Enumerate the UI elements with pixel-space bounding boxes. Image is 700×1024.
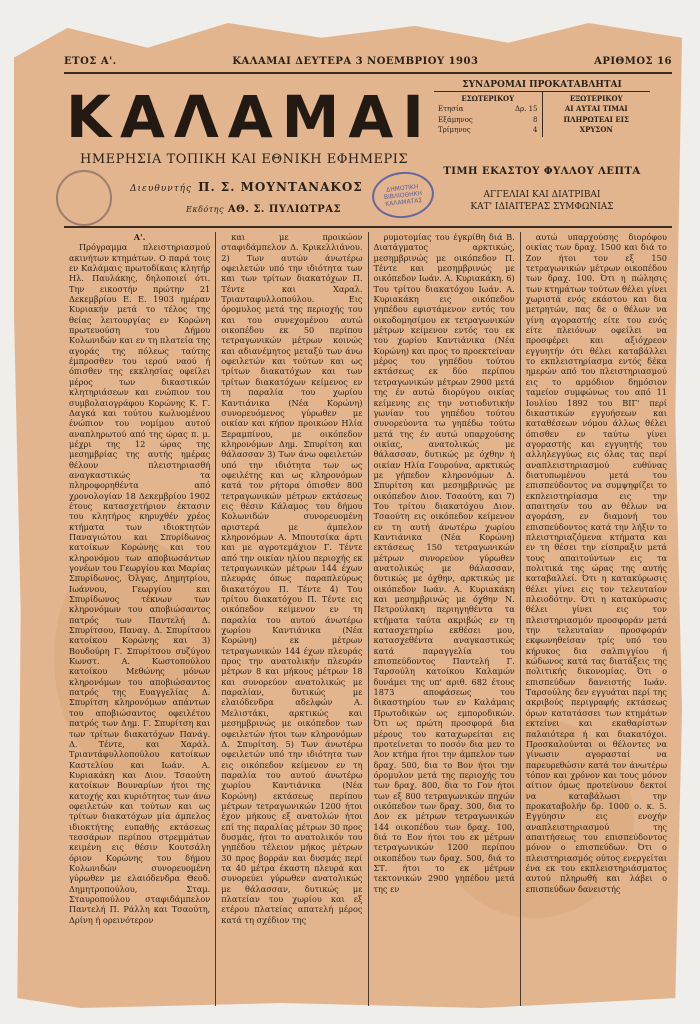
issue-year: ΕΤΟΣ Α'. (64, 56, 117, 67)
article-column (368, 232, 520, 1006)
masthead-rule (64, 72, 672, 74)
subscriptions-box (434, 80, 650, 137)
column-text: Πρόγραμμα πλειστηριασμού ακινήτων κτημάτων. Ο παρά τοις εν Καλάμαις πρωτοδίκαις κλητήρ Ηλ. Παυλάκης, δηλοποιεί ότι. Την εικοστήν πρώτην 21 Δεκεμβρίου Ε. Ε. 1903 ημέραν Κυριακήν μετά το τέλος της θείας λειτουργίας εν Κορώνη πρωτευούση του Δήμου Κολωνιδών και εν τη πλατεία της αγοράς της πόλεως ταύτης έμπροσθεν του ιερού ναού ή όπισθεν της εκκλησίας οφείλει μέρος των δικαστικών κλητηριάσεων και ενώπιον του συμβολαιογράφου Κορώνης Κ. Γ. Δαγκά και τούτου κωλυομένου ένώπιον του νομίμου αυτού αναπληρωτού από της ώρας π. μ. μέχρι της 12 ώρας της μεσημβρίας της αυτής ημέρας θέλουν πλειστηριασθή αναγκαστικώς τα πληροφορηθέντα από χρονολογίαν 18 Δεκεμβρίου 1902 έτους κατασχετήριον έκτασιν του κλητήρος κηρυχθέν χρέος κτήματα των ιδιοκτητών Παναγιώτου και Σπυρίδωνος κατοίκων Κορώνης και του κληρονόμου των αποβιωσάντων γονέων του Γεωργίου και Μαρίας Σπυρίδωνος, Όλγας, Δημητρίου, Ιωάννου, Γεωργίου και Σπυρίδωνος τέκνων των κληρονόμων του αποβιώσαντος πατρός των Παντελή Δ. Σπυρίτσου, Παναγ. Δ. Σπυρίτσου κατοίκου Κορώνης και 3) Βουδούρη Γ. Σπυρίτσου συζύγου Κωνστ. Α. Κωστοπούλου κατοίκου Μεθώνης μόνων κληρονόμων του αποβιώσαντος πατρός της Ευαγγελίας Δ. Σπυρίτση κληρονόμων απάντων του αποβιώσαντος οφειλέτου πατρός των Δημ. Γ. Σπυρίτση και των τρίτων διακατόχων Πανάγ. Δ. Τέντε, και Χαράλ. Τριαντάφυλλοπούλου κατοίκων Καστελίου και Ιωάν. Α. Κυριακάκη και Διον. Τσαούτη κατοίκων Βουναρίων ήτοι της κατοχής και κυριότητος των άνω οφειλετών και τούτων και ως τρίτων διακατόχων μία άμπελος ιδιοκτήτης ευπαθής εκτάσεως τεσσάρων περίπου στρεμμάτων κειμένη εις θέσιν Κουτσάλη όριον Κορώνης του δήμου Κολωνιδών συνορευομένη γύρωθεν με ελαιόδενδρα Θεοδ. Δημητροπούλου, Σταμ. Σταυροπούλου σταφιδάμπελον Παντελή Π. Ράλλη και Τσαούτη, Δρίνη ή ορεινότερον (69, 242, 211, 925)
article-column (64, 232, 215, 1006)
newspaper-title: ΚΑΛΑΜΑΙ (66, 83, 433, 151)
faded-stamp (56, 170, 112, 226)
sub-label: Τρίμηνος (438, 126, 471, 135)
ads-line: ΑΓΓΕΛΙΑΙ ΚΑΙ ΔΙΑΤΡΙΒΑΙ (483, 190, 601, 200)
article-column (215, 232, 367, 1006)
sub-value: Δρ. 15 (514, 105, 538, 114)
sub-value: 8 (533, 115, 538, 124)
price-line: ΤΙΜΗ ΕΚΑΣΤΟΥ ΦΥΛΛΟΥ ΛΕΠΤΑ (443, 166, 641, 177)
sub-label: Εξάμηνος (438, 115, 473, 124)
director-name: Π. Σ. ΜΟΥΝΤΑΝΑΚΟΣ (198, 180, 363, 194)
body-rule (64, 226, 672, 228)
domestic-label: ΕΣΩΤΕΡΙΚΟΥ (461, 94, 515, 103)
subscriptions-heading: ΣΥΝΔΡΟΜΑΙ ΠΡΟΚΑΤΑΒΛΗΤΑΙ (434, 80, 650, 92)
foreign-note: ΑΙ ΑΥΤΑΙ ΤΙΜΑΙ ΠΛΗΡΩΤΕΑΙ ΕΙΣ ΧΡΥΣΟΝ (563, 104, 629, 135)
sub-value: 4 (533, 126, 538, 135)
column-text: και με προικώον σταφιδάμπελον Δ. Κρικελλιάνου. 2) Των αυτών άνωτέρω οφειλετών υπό την ιδιότητα των και των τρίτων διακατόχων Π. Τέντε και Χαραλ. Τριανταφυλλοπούλου. Εις όρομυλος μετά της περιοχής του και του συνεχομένου αυτώ οικοπέδου εκ 50 περίπου τετραγωνικών μέτρων κοινώς και αδιανέμητος μεταξύ των άνω οφειλετών και τούτων και ως τρίτων διακατόχων και των τρίτων διακατόχων κείμενος εν τη παραλία του χωρίου Καντιάνικα (Νέα Κορώνη) συνορευόμενος γύρωθεν με οικίαν και κήπον προικώον Ηλία Ξεραμπίνου, με οικόπεδον κληρονόμων Δημ. Σπυρίτση και θάλασσαν 3) Των άνω οφειλετών υπό την ιδιότητα των ως οφειλέτης και ως κληρονόμων κατά τον ρήτορα όπισθεν 800 τετραγωνικών μέτρων εκτάσεως εις θέσιν Κάλαμος του δήμου Κολωνιδών συνορευομένη αριστερά με άμπελον κληρονόμων Α. Μπουτσίκα άρτι και με αγροτεμάχιον Γ. Τέντε από την οικίαν ηλίου περιοχής εκ τετραγωνικών μέτρων 144 έχων πλευράς όπως παραπλεύρως διακατόχου Π. Τέντε 4) Του τρίτου διακατόχου Π. Τέντε εις οικόπεδον κείμενον εν τη παραλία του αυτού άνωτέρω χωρίου Καντιάνικα (Νέα Κορώνη) εκ μέτρων τετραγωνικών 144 έχων πλευράς προς την ανατολικήν πλευράν μέτρων 8 και μήκους μέτρων 18 και συνορεύον ανατολικώς με παραλίαν, δυτικώς με ελαιόδενδρα αδελφών Α. Μελιστάκι, αρκτικώς και μεσημβρινώς με οικόπεδον των οφειλετών ήτοι των κληρονόμων Δ. Σπυρίτση. 5) Των άνωτέρω οφειλετών υπό την ιδιότητα των εις οικόπεδον κείμενον εν τη παραλία του αυτού άνωτέρω χωρίου Καντιάνικα (Νέα Κορώνη) εκτάσεως περίπου μέτρων τετραγωνικών 1200 ήτοι έχον μήκους εξ ανατολών ήτοι επί της παραλίας μέτρων 30 προς δυσμάς, ήτοι το ανατολικόν του γηπέδου τέλειον μήκος μέτρων 30 προς βορράν και δυσμάς περί τα 40 μέτρα έκαστη πλευρά και συνορεύει γύρωθεν ανατολικώς με θάλασσαν, δυτικώς με πλατείαν του χωρίου και εξ ετέρου πλατείας απατελή μέρος κατά τη σχέδιον της (221, 232, 363, 925)
column-text: ρυμοτομίας του έγκρίθη διά Β. Διατάγματος αρκτικώς, μεσημβρινώς με οικόπεδον Π. Τέντε και μεσημβρινώς με οικόπεδον Ιωάν. Α. Κυριακάκη. 6) Του τρίτου διακατόχου Ιωάν. Α. Κυριακάκη εις οικόπεδον γηπέδου εφιστάμενον εντός του οικοδομησίμου εκ τετραγωνικών μέτρων κείμενον εντός του εκ του χωρίου Καντιάνικα (Νέα Κορώνη) και προς το προεκτείναν μέρος του γηπέδου τούτου εκτάσεως εκ δύο περίπου τετραγωνικών μέτρων 2900 μετά της έν αυτώ διορύγου οικίας κείμενης εις την νοτιοδυτικήν γωνίαν του γηπέδου τούτου συνορεύοντα τω γηπέδω τούτω μετά της έν αυτώ υπαρχούσης οικίας, ανατολικώς με θάλασσαν, δυτικώς με όχθην ή οικίαν Ηλία Γουρούνα, αρκτικώς με γήπεδον κληρονόμων Δ. Σπυρίτση και μεσημβρινώς με οικόπεδον Διον. Τσαούτη, και 7) Του τρίτου διακατόχου Διον. Τσαούτη εις οικόπεδον κείμενον εν τη αυτή άνωτέρω χωρίου Καντιάνικα (Νέα Κορώνη) εκτάσεως 150 τετραγωνικών μέτρων συνορεύον γύρωθεν ανατολικώς με θάλασσαν, δυτικώς με όχθην, αρκτικώς με οικόπεδον Ιωάν. Α. Κυριακάκη και μεσημβρινώς με όχθην Ν. Πετρούλακη περιηγηθέντα τα κτήματα ταύτα ακριβώς εν τη κατασχετηρίω εκθέσει μου, κατασχεθέντα αναγκαστικώς κατά παραγγελία του επισπεύδοντος Παντελή Γ. Ταρσούλη κατοίκου Καλαμών δυνάμει της υπ' αριθ. 682 έτους 1873 αποφάσεως του δικαστηρίου των εν Καλάμαις Πρωτοδικών ως εμποροδικών. Ότι ως πρώτη προσφορά δια μέρους του καταχωρείται εις προτείνεται το ποσόν δια μεν το Άον κτήμα ήτοι την άμπελον των δραχ. 500, δια το Βον ήτοι την όρομυλον μετά της περιοχής του των δραχ. 800, δια το Γον ήτοι των εξ 800 τετραγωνικών πηχών οικόπεδον των δραχ. 300, δια το Δον εκ μέτρων τετραγωνικών 144 οικοπέδου των δραχ. 100, διά το Εον ήτοι του εκ μέτρων τετραγωνικών 1200 περίπου οικοπέδου των δραχ. 500, διά το ΣΤ. ήτοι το εκ μέτρων τεκτονικών 2900 γηπέδου μετά της εν (373, 232, 515, 894)
ads-notice (434, 190, 650, 213)
library-stamp: ΔΗΜΟΤΙΚΗ ΒΙΒΛΙΟΘΗΚΗ ΚΑΛΑΜΑΤΑΣ (370, 169, 436, 221)
date-line: ΚΑΛΑΜΑΙ ΔΕΥΤΕΡΑ 3 ΝΟΕΜΒΡΙΟΥ 1903 (232, 56, 479, 67)
director-line (130, 180, 363, 194)
column-text: αυτώ υπαρχούσης διορόφου οικίας των δραχ. 1500 και διά το Ζον ήτοι τον εξ 150 τετραγωνικών μέτρων οικοπέδου των δραχ. 100. Ότι η πώλησις των κτημάτων τούτων θέλει γίνει χωριστά ενός εκάστου και δια μετρητών, πας δε ο θέλων να γίνη αγοραστής είτε του ενός είτε πλειόνων οφείλει να προσφέρει και αξιόχρεον εγγυητήν ότι θέλει καταβάλλει το εκπλειστηρίασμα εντός δέκα ημερών από του πλειστηριασμού εις το αρμόδιον δημόσιον ταμείον συμφώνως του από 11 Ιουλίου 1892 του ΒΙΓ' περί δικαστικών εγγυήσεων και καταθέσεων νόμου άλλως θέλει όπισθεν εν ταύτω γίνει αγοραστής και εγγυητής του αλληλεγγύως εις όλας τας περί αναπλειστηριασμού ευθύνας διατυπωμένου μετά του επισπεύδοντος να συμψηφίζει το εκπλειστηρίασμα εις την απαιτησίν του αν θέλων να αγοράση, εν διαμονή του επισπεύδοντος κατά την λήξιν το πλειστηριαζόμενα κτήματα και εν τη θέσει την είσπραξιν μετά τους απαιτούντων εις τα πολιτικά της ώρας της αυτής καταβαλλεί. Ότι η κατακύρωσις θέλει γίνει εις τον τελευταίον πλειοδότην. Ότι η κατακύρωσις θέλει γίνει εις τον πλειστηριασμόν προσφοράν μετά την τελευταίαν προσφοράν εκφωνηθείσαν τρίς υπό του κήρυκος δια σαλπιγγίου ή κώδωνος κατά τας διατάξεις της πολιτικής δικονομίας. Ότι ο επισπεύδων δανειστής Ιωάν. Ταρσούλης δεν εγγυάται περί της ακριβούς περιγραφής εκτάσεως όρων κατατάσσει των κτημάτων εκτείνει και εκαθαρίστων παλαιότερα ή και διακατόχοι. Προσκαλούνται οι θέλοντες να γίνωσιν αγορασταί να παρευρεθώσιν κατά τον άνωτέρω τόπον και χρόνον και τους μόνον αίτιον όμως προτείνουν δεκτοί να καταβάλωσι την προκαταβολήν δρ. 1000 ο. κ. 5. Εγγύησιν εις ενοχήν αναπλειστηριασμού της απαιτήσεως του επισπεύδοντος μόνον ο επισπεύδων. Ότι ο πλειστηριασμός ούτος ενεργείται ένα εκ του εκπλειστηριάσματος αυτού πληρωθή και λάβει ο επισπεύδων δανειστής (525, 232, 667, 894)
article-column (520, 232, 672, 1006)
foreign-label: ΕΞΩΤΕΡΙΚΟΥ (569, 94, 623, 103)
newspaper-subtitle: ΗΜΕΡΗΣΙΑ ΤΟΠΙΚΗ ΚΑΙ ΕΘΝΙΚΗ ΕΦΗΜΕΡΙΣ (80, 152, 409, 167)
publisher-name: ΑΘ. Σ. ΠΥΛΙΩΤΡΑΣ (227, 204, 342, 215)
issue-number: ΑΡΙΘΜΟΣ 16 (594, 56, 672, 67)
column-heading: Α'. (133, 232, 146, 242)
director-label: Διευθυντής (130, 184, 193, 194)
publisher-label: Εκδότης (186, 205, 224, 214)
masthead-topline (64, 56, 672, 67)
ads-line: ΚΑΤ' ΙΔΙΑΙΤΕΡΑΣ ΣΥΜΦΩΝΙΑΣ (470, 201, 614, 212)
sub-label: Ετησία (438, 105, 464, 114)
publisher-line (186, 204, 341, 215)
article-columns (64, 232, 672, 1006)
